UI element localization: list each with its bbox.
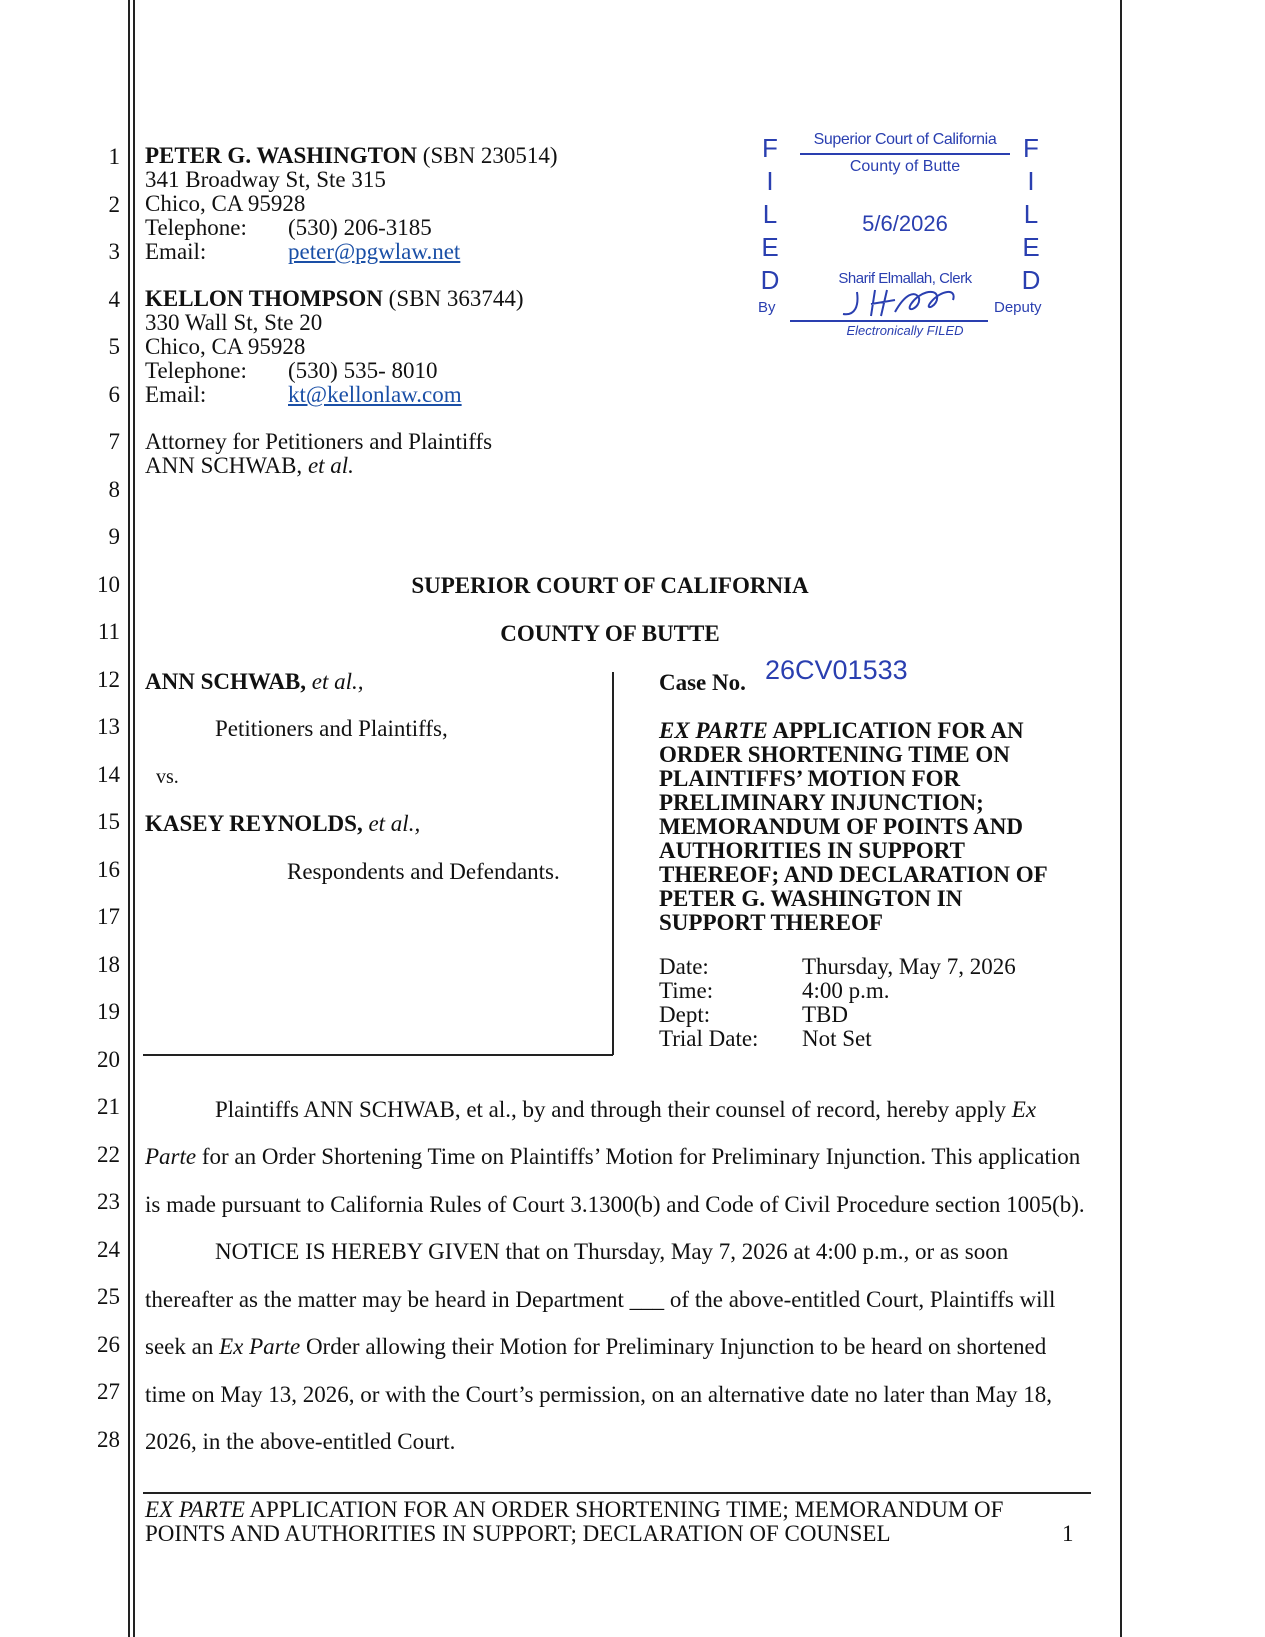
title-line-5: MEMORANDUM OF POINTS AND <box>659 814 1023 839</box>
counsel2-address1: 330 Wall St, Ste 20 <box>145 310 323 335</box>
title-line-3: PLAINTIFFS’ MOTION FOR <box>659 766 961 791</box>
line-number: 28 <box>97 1426 120 1452</box>
body-text: Plaintiffs ANN SCHWAB, et al., by and through their counsel of record, hereby apply <box>215 1097 1007 1122</box>
line-number: 19 <box>97 999 120 1024</box>
title-line-7: THEREOF; AND DECLARATION OF <box>659 862 1048 887</box>
stamp-date: 5/6/2026 <box>862 211 948 236</box>
counsel1-address2: Chico, CA 95928 <box>145 191 306 216</box>
counsel1-name-line <box>145 144 558 169</box>
body-line-21 <box>215 1098 1036 1123</box>
counsel2-tel: (530) 535- 8010 <box>288 358 438 383</box>
stamp-court: Superior Court of California <box>813 131 997 148</box>
line-number: 7 <box>108 429 120 454</box>
line-number: 15 <box>97 809 120 834</box>
body-line-26 <box>145 1335 1046 1360</box>
case-number-label: Case No. <box>659 670 746 695</box>
hearing-trial-label: Trial Date: <box>659 1026 759 1051</box>
stamp-clerk: Sharif Elmallah, Clerk <box>838 270 972 287</box>
title-line-9: SUPPORT THEREOF <box>659 910 883 935</box>
line-number: 22 <box>97 1141 120 1167</box>
line-number: 11 <box>97 619 120 644</box>
case-number: 26CV01533 <box>765 655 908 685</box>
hearing-trial-value: Not Set <box>802 1026 872 1051</box>
stamp-letter: D <box>760 265 780 295</box>
counsel1-tel-label: Telephone: <box>145 215 247 240</box>
stamp-letter: E <box>1022 232 1040 262</box>
left-margin-rule-inner <box>133 0 135 1637</box>
counsel1-address1: 341 Broadway St, Ste 315 <box>145 167 386 192</box>
counsel1-sbn: (SBN 230514) <box>422 143 558 168</box>
stamp-left-letters <box>756 132 784 297</box>
line-number: 2 <box>108 191 120 217</box>
body-text: Order allowing their Motion for Preliminary Injunction to be heard on shortened <box>305 1334 1047 1359</box>
hearing-time-value: 4:00 p.m. <box>802 978 890 1003</box>
stamp-letter: I <box>766 166 774 196</box>
line-number: 3 <box>108 239 120 264</box>
counsel1-email-label: Email: <box>145 239 207 264</box>
hearing-dept-label: Dept: <box>659 1002 711 1027</box>
title-line-4: PRELIMINARY INJUNCTION; <box>659 790 984 815</box>
line-number: 25 <box>97 1284 120 1309</box>
body-line-25: thereafter as the matter may be heard in Department ___ of the above-entitled Court, Plaintiffs will <box>145 1287 1056 1312</box>
title-line-6: AUTHORITIES IN SUPPORT <box>659 838 965 863</box>
body-line-24: NOTICE IS HEREBY GIVEN that on Thursday, May 7, 2026 at 4:00 p.m., or as soon <box>215 1239 1009 1264</box>
stamp-letter: D <box>1021 265 1041 295</box>
stamp-top-rule <box>800 153 1010 155</box>
plaintiff-role: Petitioners and Plaintiffs, <box>215 716 448 741</box>
hearing-date-label: Date: <box>659 954 709 979</box>
line-number: 8 <box>108 476 120 502</box>
defendant-etal: et al., <box>368 811 421 836</box>
plaintiff-name: ANN SCHWAB, <box>145 669 307 694</box>
hearing-dept-value: TBD <box>802 1002 848 1027</box>
line-number: 12 <box>97 666 120 692</box>
title-line-2: ORDER SHORTENING TIME ON <box>659 742 1010 767</box>
caption-bottom-rule <box>143 1054 613 1056</box>
defendant-name: KASEY REYNOLDS, <box>145 811 363 836</box>
body-italic: Ex <box>1011 1097 1037 1122</box>
stamp-county: County of Butte <box>849 158 961 175</box>
counsel2-email-link[interactable]: kt@kellonlaw.com <box>288 382 462 407</box>
title-italic: EX PARTE <box>659 718 768 743</box>
line-number: 23 <box>97 1189 120 1214</box>
line-number: 16 <box>97 856 120 882</box>
line-number: 17 <box>97 904 120 929</box>
body-italic: Parte <box>145 1144 197 1169</box>
stamp-letter: L <box>1023 199 1039 229</box>
counsel2-name: KELLON THOMPSON <box>145 286 383 311</box>
line-number: 1 <box>108 144 120 169</box>
stamp-signature-rule <box>790 320 988 322</box>
counsel1-name: PETER G. WASHINGTON <box>145 143 418 168</box>
line-number: 20 <box>97 1046 120 1072</box>
line-number: 24 <box>97 1236 120 1262</box>
stamp-letter: L <box>762 199 778 229</box>
hearing-time-label: Time: <box>659 978 714 1003</box>
stamp-letter: F <box>1023 133 1039 163</box>
stamp-letter: F <box>762 133 778 163</box>
caption-vertical-rule <box>612 672 614 1055</box>
hearing-date-value: Thursday, May 7, 2026 <box>802 954 1016 979</box>
attorney-for-line2 <box>145 454 354 479</box>
body-line-22 <box>145 1145 1080 1170</box>
title-line-text: APPLICATION FOR AN <box>772 718 1024 743</box>
attorney-for-line1: Attorney for Petitioners and Plaintiffs <box>145 429 493 454</box>
line-number: 14 <box>97 761 120 787</box>
counsel2-name-line <box>145 287 523 312</box>
line-number: 21 <box>97 1094 120 1119</box>
caption-defendant <box>145 812 420 837</box>
attorney-for-client: ANN SCHWAB, <box>145 453 303 478</box>
line-number: 10 <box>97 571 120 597</box>
body-line-23: is made pursuant to California Rules of Court 3.1300(b) and Code of Civil Procedure section 1005(b). <box>145 1192 1085 1217</box>
stamp-deputy: Deputy <box>994 299 1042 316</box>
court-name: SUPERIOR COURT OF CALIFORNIA <box>411 573 809 598</box>
plaintiff-etal: et al., <box>311 669 364 694</box>
body-line-28: 2026, in the above-entitled Court. <box>145 1429 456 1454</box>
right-margin-rule <box>1120 0 1122 1637</box>
counsel1-tel: (530) 206-3185 <box>288 215 432 240</box>
page-number: 1 <box>1062 1521 1074 1546</box>
stamp-letter: E <box>761 232 779 262</box>
line-number: 5 <box>108 334 120 359</box>
court-county: COUNTY OF BUTTE <box>500 621 720 646</box>
stamp-letter: I <box>1027 166 1035 196</box>
caption-plaintiff <box>145 670 364 695</box>
body-text: for an Order Shortening Time on Plaintiffs’ Motion for Preliminary Injunction. This application <box>201 1144 1081 1169</box>
stamp-efiled: Electronically FILED <box>846 323 964 338</box>
body-italic: Ex Parte <box>219 1334 301 1359</box>
defendant-role: Respondents and Defendants. <box>287 859 560 884</box>
title-line-8: PETER G. WASHINGTON IN <box>659 886 963 911</box>
stamp-by: By <box>758 299 776 316</box>
counsel1-email-link[interactable]: peter@pgwlaw.net <box>288 239 461 264</box>
counsel2-email-label: Email: <box>145 382 207 407</box>
attorney-for-etal: et al. <box>307 453 354 478</box>
title-line-1 <box>659 718 1024 743</box>
line-number: 6 <box>108 381 120 407</box>
footer-italic: EX PARTE <box>145 1497 245 1522</box>
line-number: 27 <box>97 1379 120 1404</box>
body-text: seek an <box>145 1334 214 1359</box>
line-number: 18 <box>97 951 120 977</box>
footer-text: APPLICATION FOR AN ORDER SHORTENING TIME; MEMORANDUM OF <box>249 1497 1004 1522</box>
counsel2-address2: Chico, CA 95928 <box>145 334 306 359</box>
line-number: 9 <box>108 524 120 549</box>
caption-vs: vs. <box>156 766 179 788</box>
line-number: 13 <box>97 714 120 739</box>
line-number: 26 <box>97 1331 120 1357</box>
body-line-27: time on May 13, 2026, or with the Court’s permission, on an alternative date no later than May 18, <box>145 1382 1053 1407</box>
footer-rule <box>143 1492 1091 1494</box>
clerk-signature <box>835 284 985 324</box>
line-number: 4 <box>108 286 120 312</box>
counsel2-tel-label: Telephone: <box>145 358 247 383</box>
footer-line-2: POINTS AND AUTHORITIES IN SUPPORT; DECLARATION OF COUNSEL <box>145 1521 891 1546</box>
left-margin-rule-outer <box>128 0 130 1637</box>
footer-line-1 <box>145 1498 1003 1523</box>
stamp-right-letters <box>1017 132 1045 297</box>
counsel2-sbn: (SBN 363744) <box>388 286 524 311</box>
